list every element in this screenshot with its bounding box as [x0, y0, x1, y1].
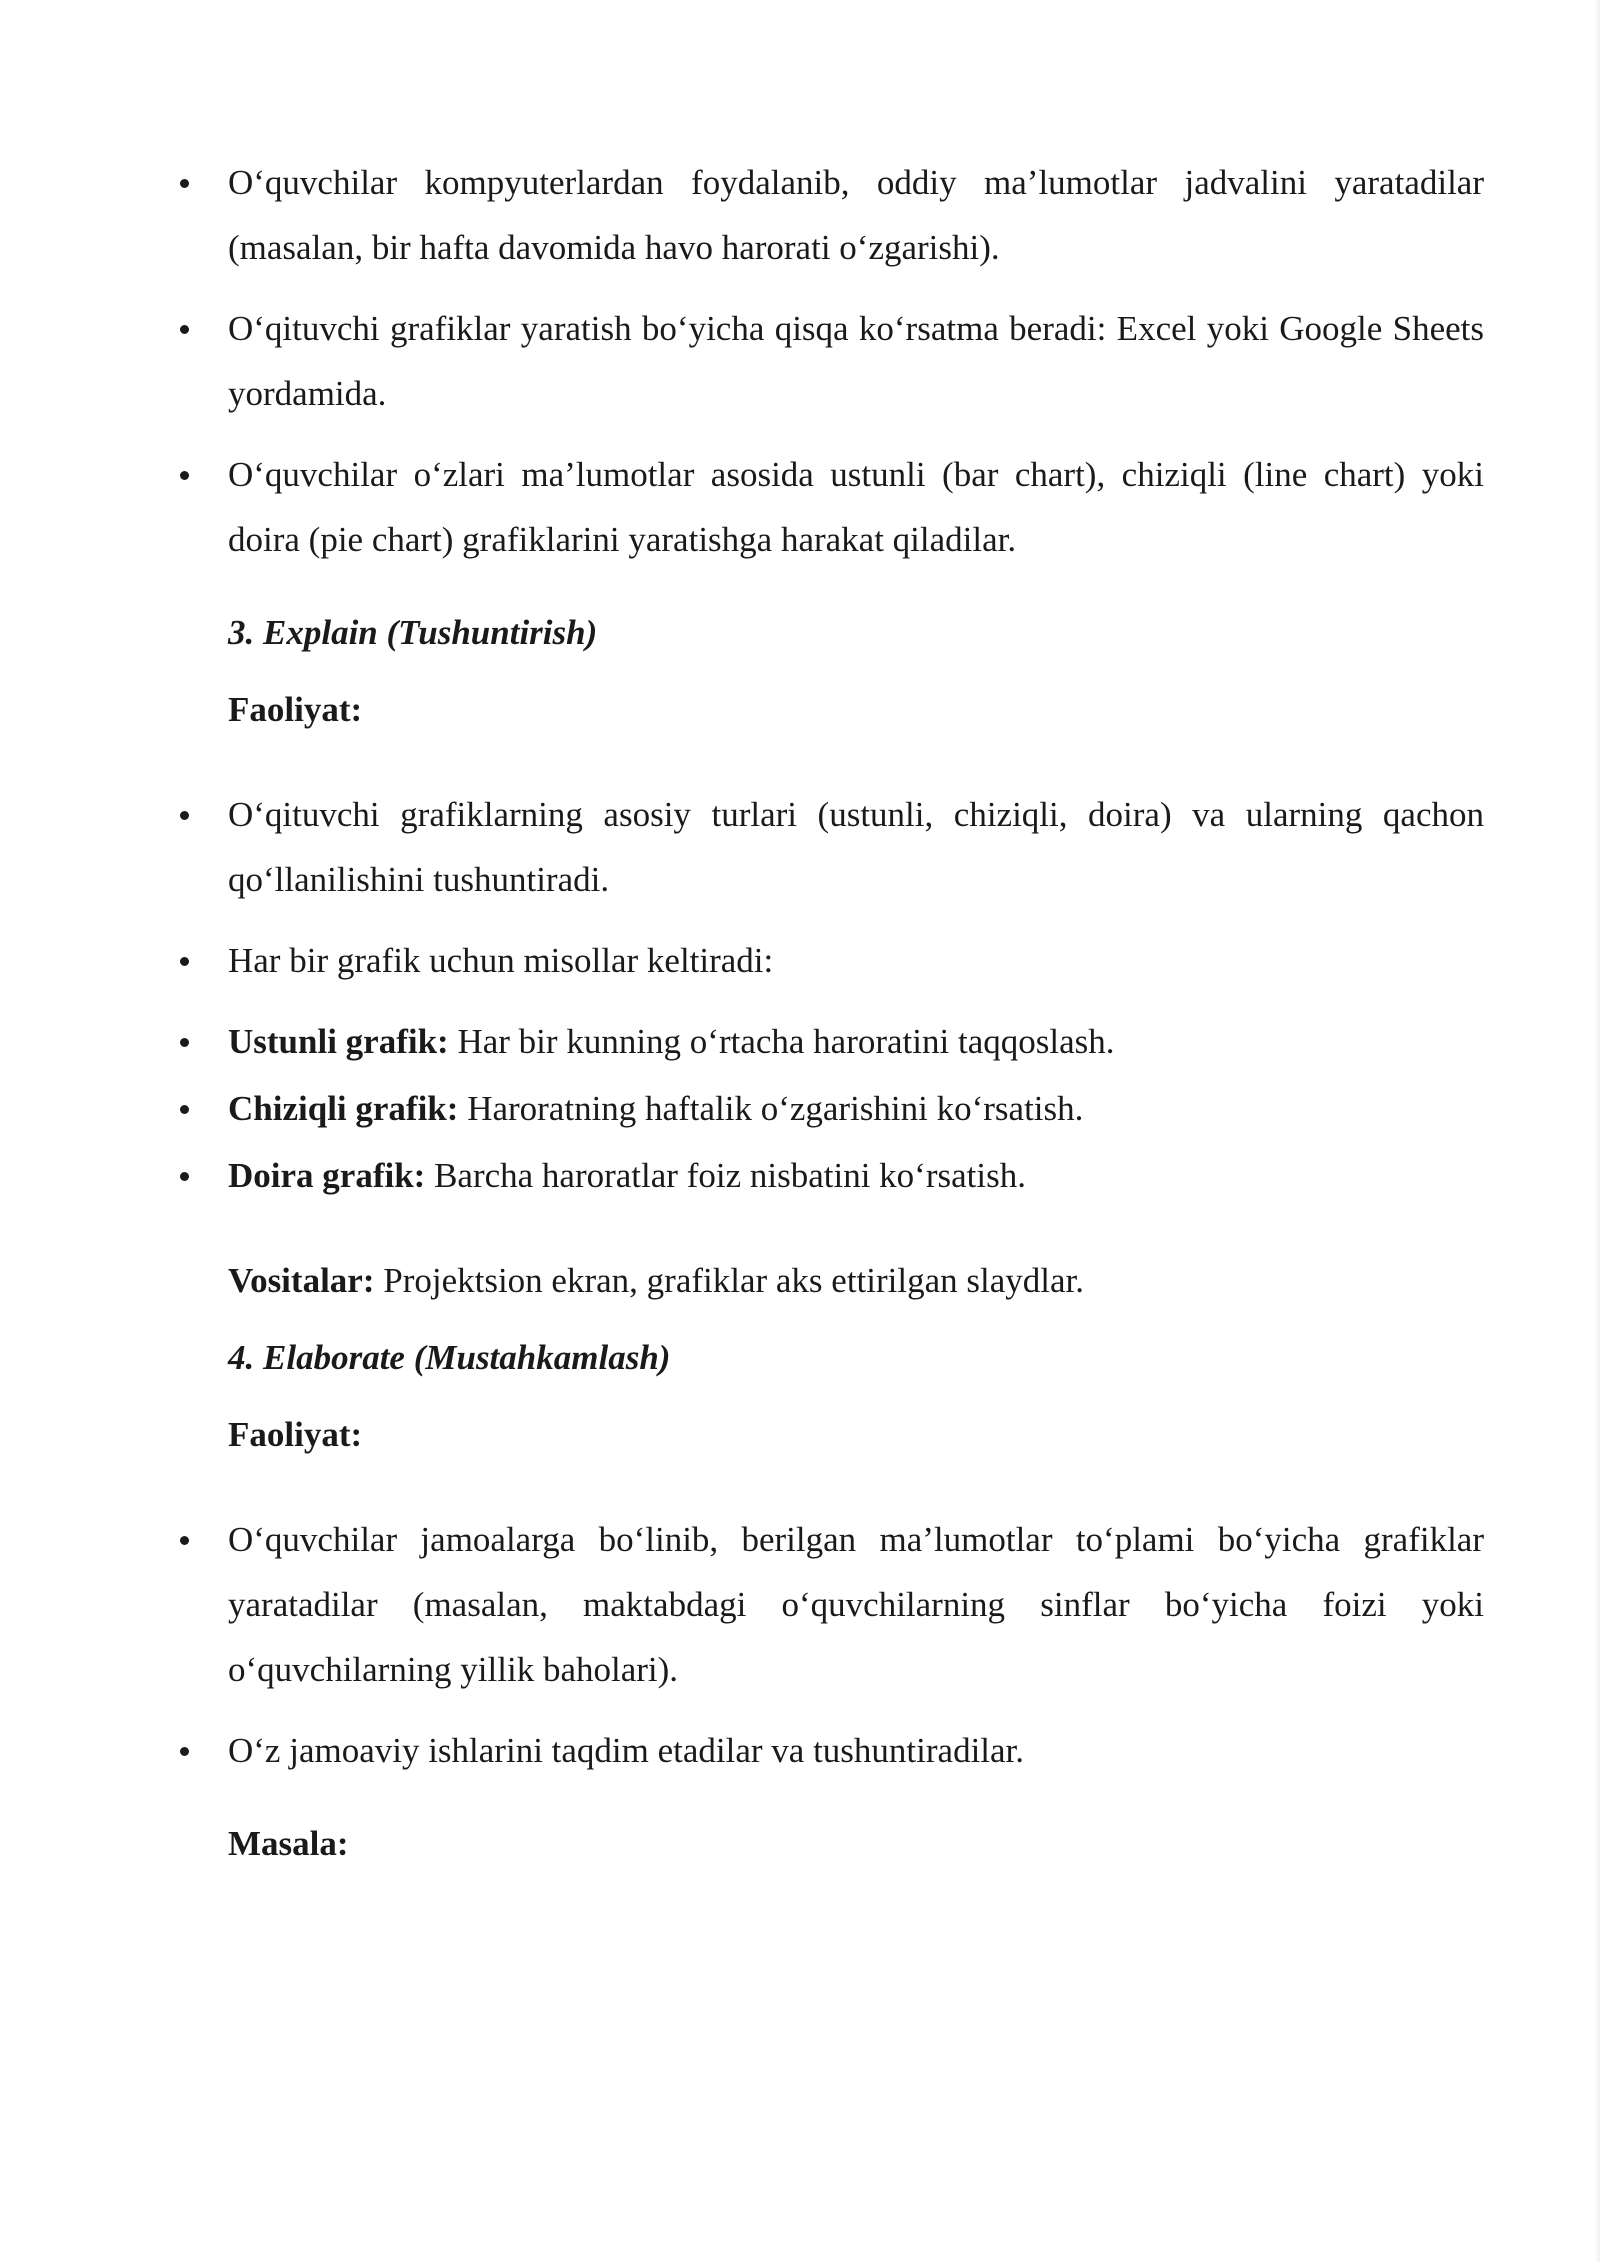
- section-heading-elaborate: 4. Elaborate (Mustahkamlash): [228, 1338, 671, 1377]
- page-edge-shadow: [1594, 0, 1600, 2262]
- example-text: Barcha haroratlar foiz nisbatini ko‘rsatish.: [425, 1156, 1026, 1195]
- example-term: Ustunli grafik:: [228, 1022, 449, 1061]
- list-item: Har bir grafik uchun misollar keltiradi:: [228, 928, 1484, 993]
- faoliyat-label: Faoliyat:: [228, 1415, 363, 1454]
- elaborate-list: [228, 1507, 1484, 1783]
- list-item: O‘quvchilar jamoalarga bo‘linib, berilgan ma’lumotlar to‘plami bo‘yicha grafiklar yaratadilar (masalan, maktabdagi o‘quvchilarning sinflar bo‘yicha foizi yoki o‘quvchilarning yillik baholari).: [228, 1507, 1484, 1702]
- list-item: O‘z jamoaviy ishlarini taqdim etadilar va tushuntiradilar.: [228, 1718, 1484, 1783]
- list-item: [228, 1143, 1484, 1208]
- tools-paragraph: [228, 1248, 1484, 1313]
- example-term: Doira grafik:: [228, 1156, 426, 1195]
- example-text: Haroratning haftalik o‘zgarishini ko‘rsatish.: [458, 1089, 1084, 1128]
- tools-label: Vositalar:: [228, 1261, 375, 1300]
- faoliyat-label: Faoliyat:: [228, 690, 363, 729]
- list-item: O‘qituvchi grafiklar yaratish bo‘yicha qisqa ko‘rsatma beradi: Excel yoki Google Sheets yordamida.: [228, 296, 1484, 426]
- masala-label: Masala:: [228, 1824, 349, 1863]
- example-text: Har bir kunning o‘rtacha haroratini taqqoslash.: [448, 1022, 1115, 1061]
- list-item: [228, 1076, 1484, 1141]
- list-item: O‘qituvchi grafiklarning asosiy turlari (ustunli, chiziqli, doira) va ularning qachon qo‘llanilishini tushuntiradi.: [228, 782, 1484, 912]
- activity-list: [228, 150, 1484, 572]
- tools-text: Projektsion ekran, grafiklar aks ettirilgan slaydlar.: [374, 1261, 1085, 1300]
- list-item: O‘quvchilar kompyuterlardan foydalanib, oddiy ma’lumotlar jadvalini yaratadilar (masalan, bir hafta davomida havo harorati o‘zgarishi).: [228, 150, 1484, 280]
- example-term: Chiziqli grafik:: [228, 1089, 459, 1128]
- list-item: [228, 1009, 1484, 1074]
- document-content: [228, 150, 1484, 1876]
- explain-list: [228, 782, 1484, 993]
- chart-examples-list: [228, 1009, 1484, 1208]
- list-item: O‘quvchilar o‘zlari ma’lumotlar asosida ustunli (bar chart), chiziqli (line chart) yoki doira (pie chart) grafiklarini yaratishga harakat qiladilar.: [228, 442, 1484, 572]
- section-heading-explain: 3. Explain (Tushuntirish): [228, 613, 598, 652]
